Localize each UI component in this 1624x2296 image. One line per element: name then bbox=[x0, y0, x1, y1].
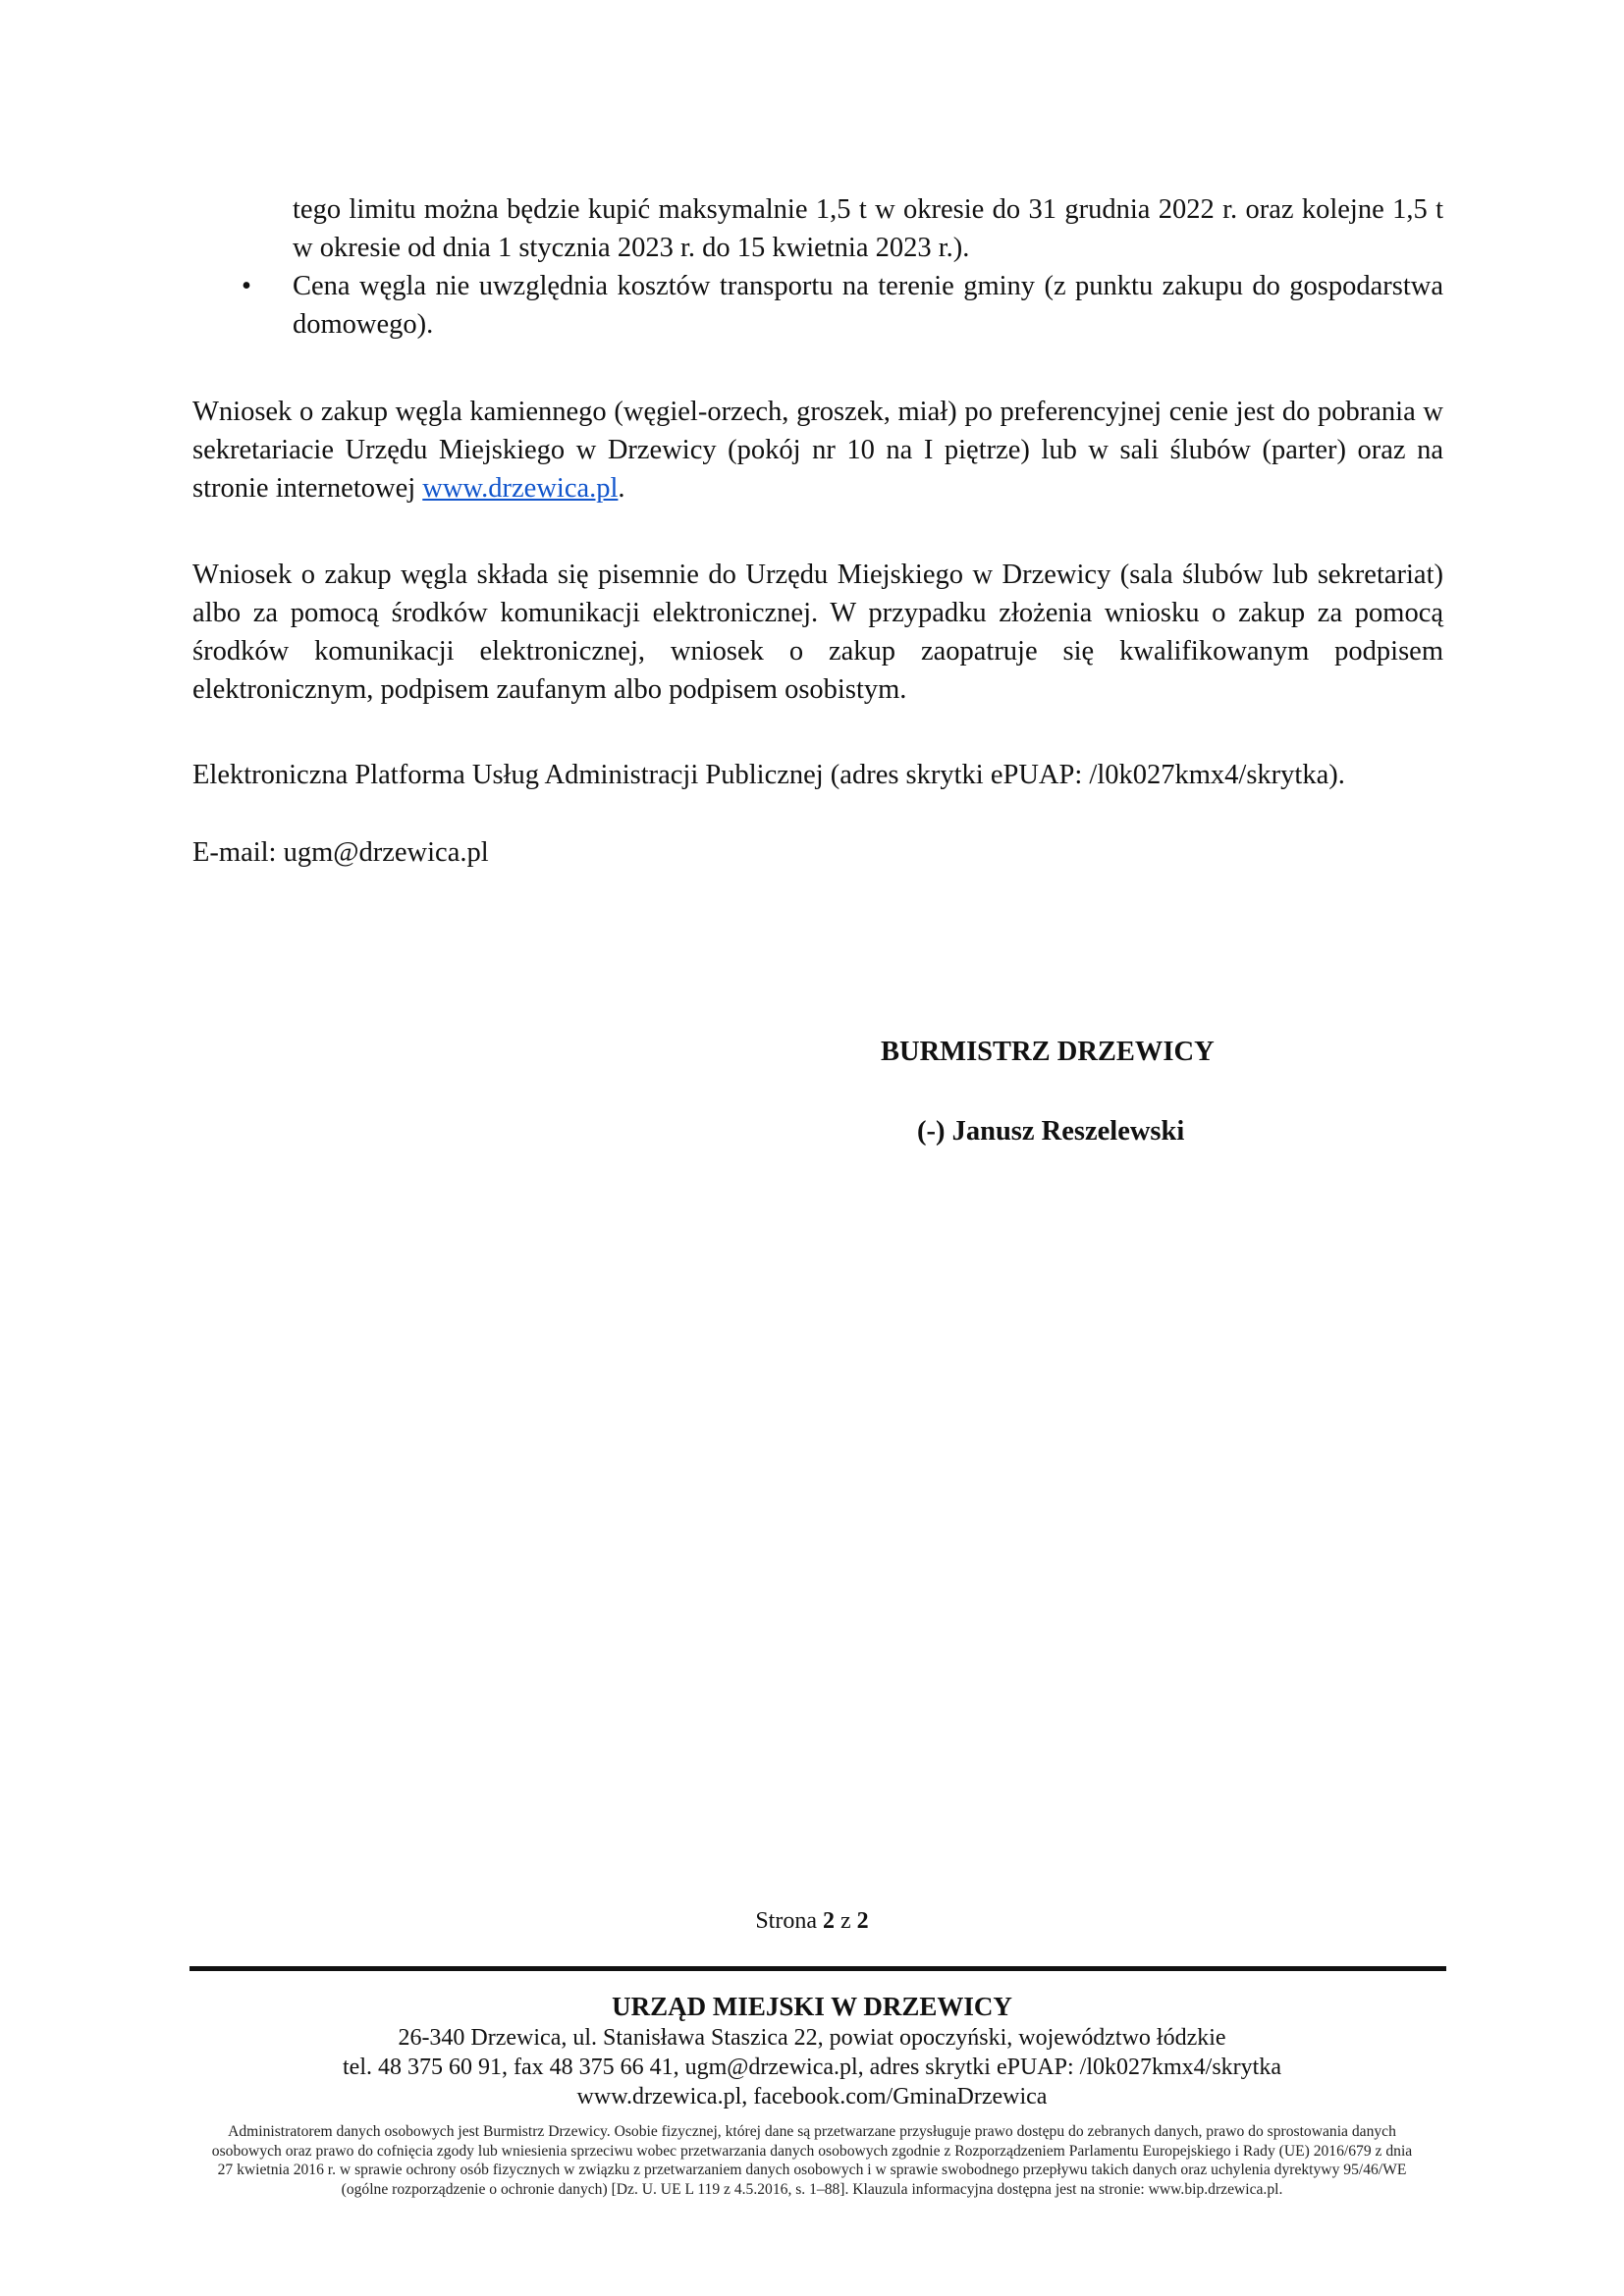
page-number bbox=[0, 1906, 1624, 1936]
page-number-total: 2 bbox=[856, 1908, 869, 1934]
paragraph-epuap: Elektroniczna Platforma Usług Administracji Publicznej (adres skrytki ePUAP: /l0k027kmx4/skrytka). bbox=[192, 760, 1345, 790]
website-link[interactable]: www.drzewica.pl bbox=[422, 473, 619, 504]
paragraph-email: E-mail: ugm@drzewica.pl bbox=[192, 837, 489, 868]
footer-divider bbox=[189, 1966, 1446, 1971]
signature-title: BURMISTRZ DRZEWICY bbox=[881, 1037, 1215, 1067]
bullet-continuation: tego limitu można będzie kupić maksymalnie 1,5 t w okresie do 31 grudnia 2022 r. oraz kolejne 1,5 t w okresie od dnia 1 stycznia 2023 r. do 15 kwietnia 2023 r.). bbox=[293, 194, 1443, 263]
footer-legal-notice: Administratorem danych osobowych jest Burmistrz Drzewicy. Osobie fizycznej, której dane są przetwarzane przysługuje prawo dostępu do zebranych danych, prawo do sprostowania danych osobowych oraz prawo do cofnięcia zgody lub wniesienia sprzeciwu wobec przetwarzania danych osobowych zgodnie z Rozporządzeniem Parlamentu Europejskiego i Rady (UE) 2016/679 z dnia 27 kwietnia 2016 r. w sprawie ochrony osób fizycznych w związku z przetwarzaniem danych osobowych i w sprawie swobodnego przepływu takich danych oraz uchylenia dyrektywy 95/46/WE (ogólne rozporządzenie o ochronie danych) [Dz. U. UE L 119 z 4.5.2016, s. 1–88]. Klauzula informacyjna dostępna jest na stronie: www.bip.drzewica.pl. bbox=[211, 2123, 1413, 2198]
bullet-text: Cena węgla nie uwzględnia kosztów transportu na terenie gminy (z punktu zakupu do gospodarstwa domowego). bbox=[293, 271, 1443, 340]
page-number-current: 2 bbox=[823, 1908, 835, 1934]
footer-address: 26-340 Drzewica, ul. Stanisława Staszica 22, powiat opoczyński, województwo łódzkie bbox=[398, 2025, 1226, 2051]
bullet-marker: • bbox=[242, 271, 251, 301]
signature-name: (-) Janusz Reszelewski bbox=[917, 1116, 1185, 1147]
footer-office-name: URZĄD MIEJSKI W DRZEWICY bbox=[612, 1992, 1012, 2021]
footer-web: www.drzewica.pl, facebook.com/GminaDrzewica bbox=[576, 2084, 1048, 2109]
page-number-separator: z bbox=[835, 1908, 857, 1934]
paragraph-end: . bbox=[618, 473, 625, 504]
footer-contact: tel. 48 375 60 91, fax 48 375 66 41, ugm@drzewica.pl, adres skrytki ePUAP: /l0k027kmx4/skrytka bbox=[343, 2055, 1281, 2080]
paragraph-application-form bbox=[192, 393, 1443, 507]
paragraph-submission: Wniosek o zakup węgla składa się pisemnie do Urzędu Miejskiego w Drzewicy (sala ślubów lub sekretariat) albo za pomocą środków komunikacji elektronicznej. W przypadku złożenia wniosku o zakup za pomocą środków komunikacji elektronicznej, wniosek o zakup zaopatruje się kwalifikowanym podpisem elektronicznym, podpisem zaufanym albo podpisem osobistym. bbox=[192, 560, 1443, 705]
page-number-prefix: Strona bbox=[755, 1908, 823, 1934]
paragraph-text: Wniosek o zakup węgla kamiennego (węgiel-orzech, groszek, miał) po preferencyjnej cenie jest do pobrania w sekretariacie Urzędu Miejskiego w Drzewicy (pokój nr 10 na I piętrze) lub w sali ślubów (parter) oraz na stronie internetowej bbox=[192, 397, 1443, 504]
